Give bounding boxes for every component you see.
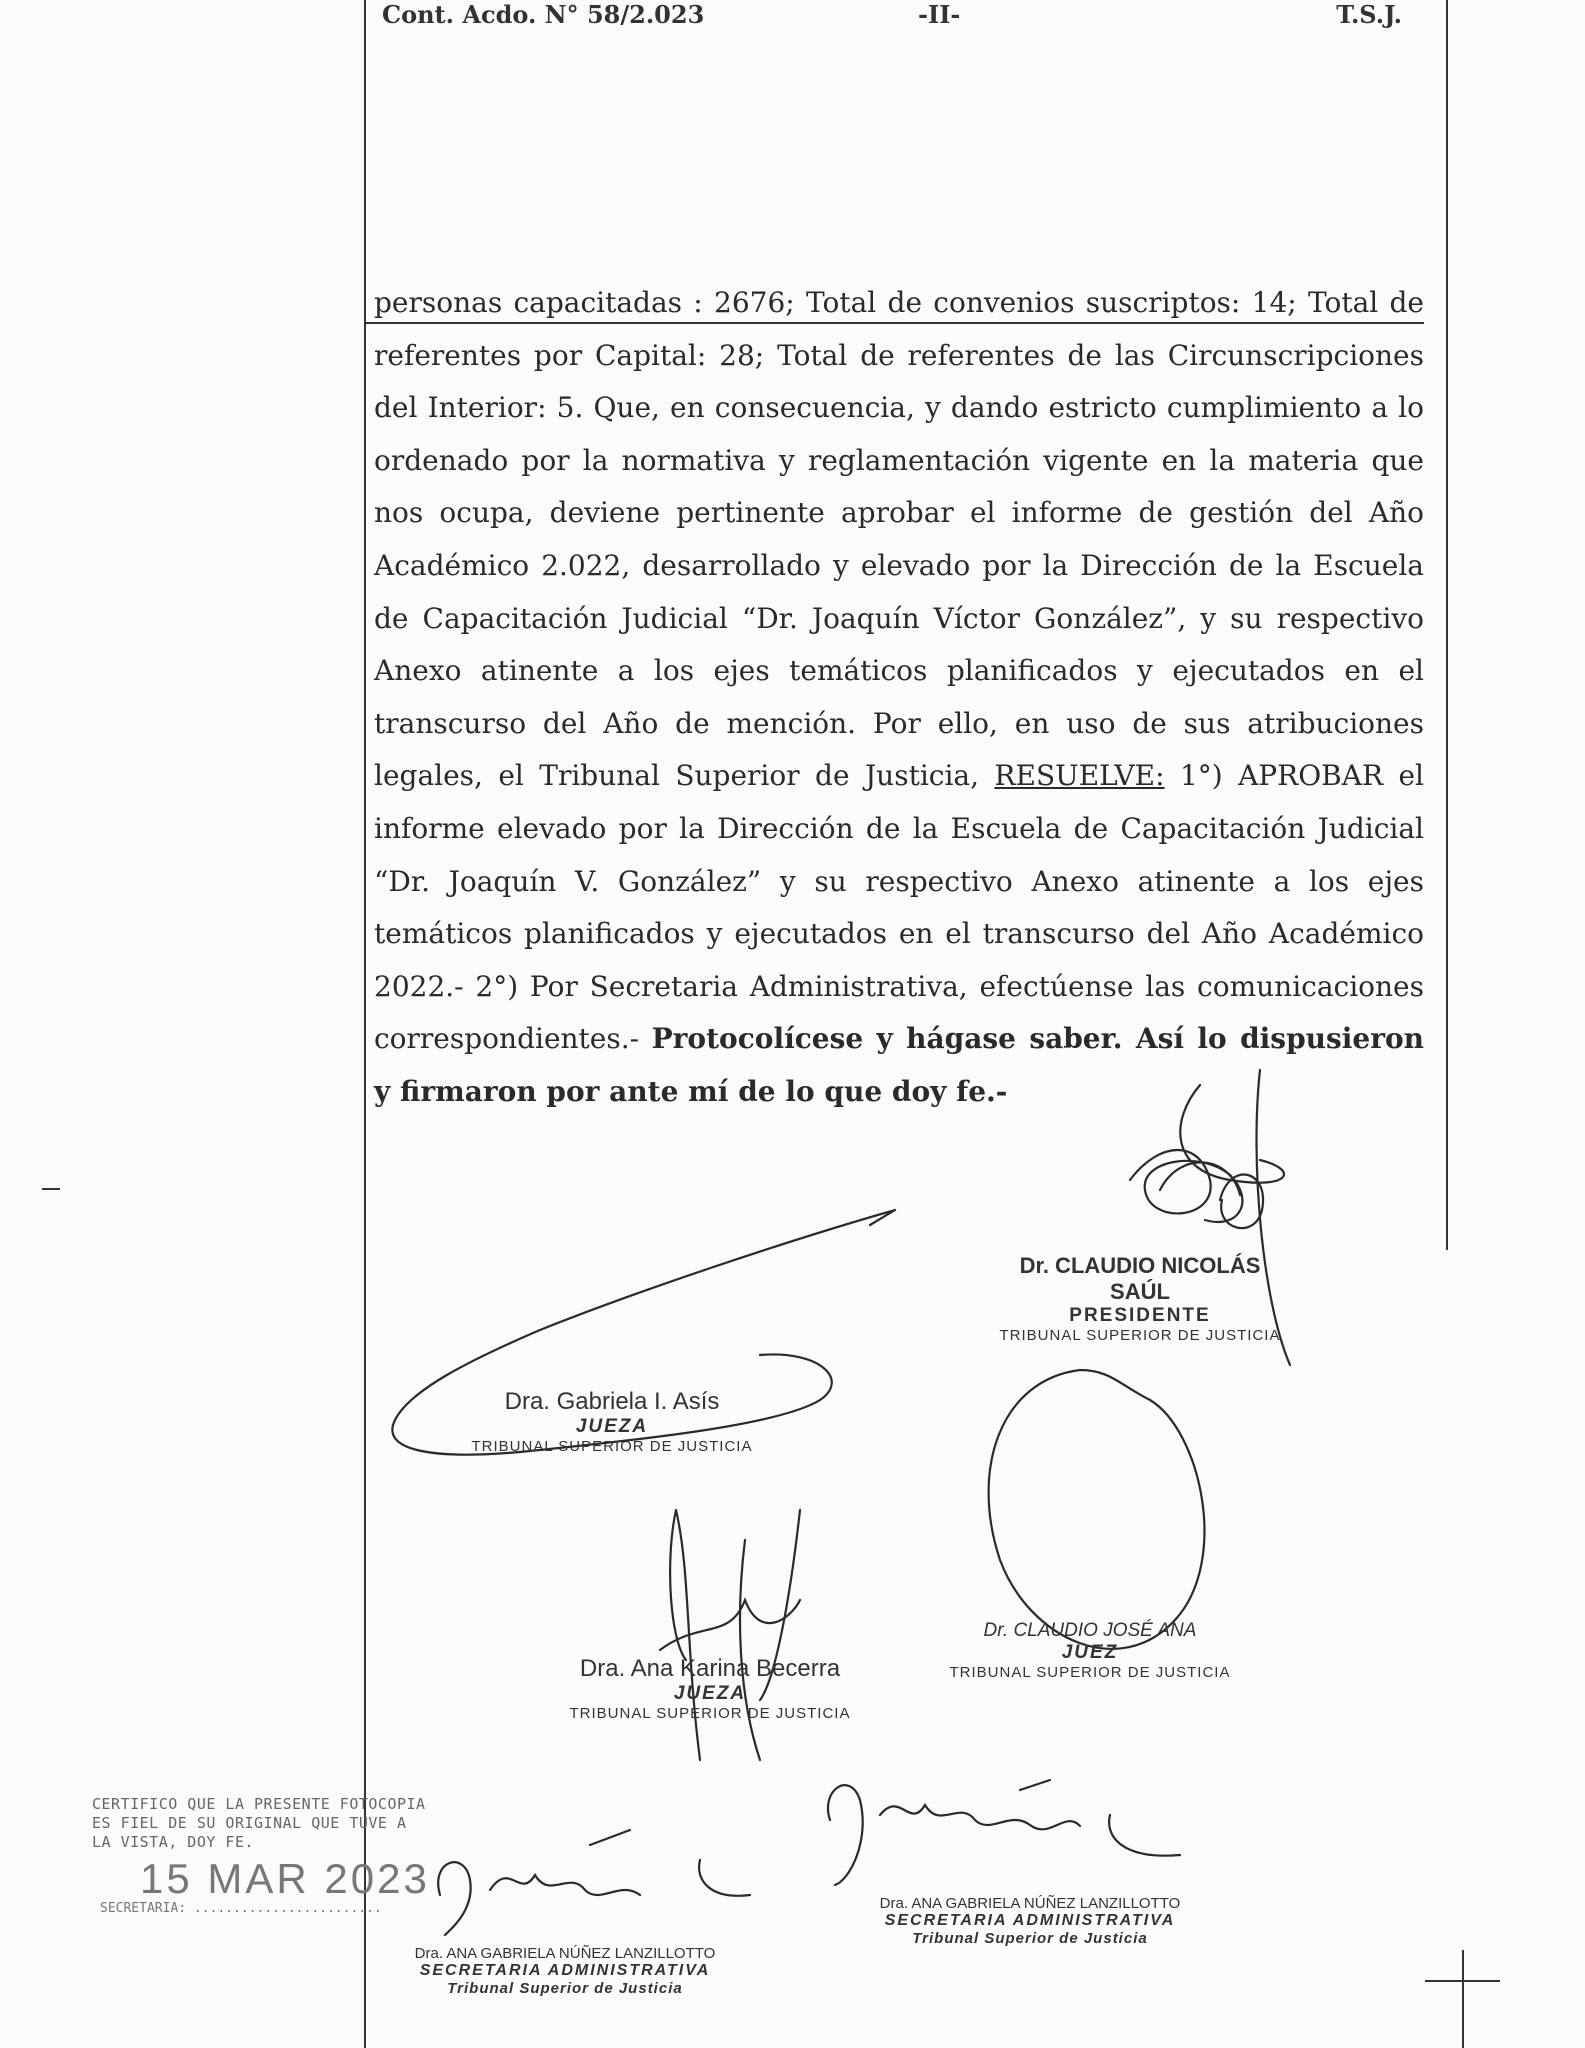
stamp-nunez-left-name: Dra. ANA GABRIELA NÚÑEZ LANZILLOTTO — [414, 1945, 716, 1962]
stamp-becerra-name: Dra. Ana Karina Becerra — [579, 1655, 841, 1682]
certification-secretaria: SECRETARIA: ........................ — [100, 1901, 382, 1916]
stamp-becerra-role: JUEZA — [673, 1683, 747, 1704]
stamp-asis-name: Dra. Gabriela I. Asís — [504, 1388, 720, 1415]
corner-mark-vertical — [1462, 1950, 1464, 2048]
stamp-nunez-left — [405, 1945, 725, 1997]
stamp-asis-role: JUEZA — [575, 1416, 649, 1437]
header-court: T.S.J. — [1336, 0, 1402, 29]
margin-tick-mark — [42, 1188, 60, 1190]
header-page-number: -II- — [918, 0, 961, 29]
stamp-saul-institution: TRIBUNAL SUPERIOR DE JUSTICIA — [999, 1327, 1281, 1344]
body-closing: Protocolícese y hágase saber. Así lo dispusieron y firmaron por ante mí de lo que doy fe.- — [374, 1022, 1425, 1108]
stamp-nunez-right-name: Dra. ANA GABRIELA NÚÑEZ LANZILLOTTO — [879, 1895, 1181, 1912]
stamp-saul — [990, 1253, 1290, 1344]
stamp-ana — [945, 1620, 1235, 1681]
signature-becerra-stroke — [660, 1510, 800, 1760]
stamp-asis-institution: TRIBUNAL SUPERIOR DE JUSTICIA — [471, 1438, 753, 1455]
stamp-nunez-right — [870, 1895, 1190, 1947]
stamp-asis — [462, 1388, 762, 1455]
stamp-ana-institution: TRIBUNAL SUPERIOR DE JUSTICIA — [949, 1664, 1231, 1681]
signature-nunez-left-stroke — [438, 1830, 750, 1935]
certification-stamp-text: CERTIFICO QUE LA PRESENTE FOTOCOPIA ES FIEL DE SU ORIGINAL QUE TUVE A LA VISTA, DOY FE. — [92, 1795, 426, 1851]
body-paragraph-1: personas capacitadas : 2676; Total de convenios suscriptos: 14; Total de referentes por Capital: 28; Total de referentes de las Circunscripciones del Interior: 5. Que, en consecuencia, y dando estricto cumplimiento a lo ordenado por la normativa y reglamentación vigente en la materia que nos ocupa, deviene pertinente aprobar el informe de gestión del Año Académico 2.022, desarrollado y elevado por la Dirección de la Escuela de Capacitación Judicial “Dr. Joaquín Víctor González”, y su respectivo Anexo atinente a los ejes temáticos planificados y ejecutados en el transcurso del Año de mención. Por ello, en uso de sus atribuciones legales, el Tribunal Superior de Justicia, — [374, 286, 1424, 793]
stamp-nunez-left-role: SECRETARIA ADMINISTRATIVA — [419, 1962, 711, 1979]
header-agreement-number: Cont. Acdo. N° 58/2.023 — [382, 0, 705, 29]
stamp-nunez-right-role: SECRETARIA ADMINISTRATIVA — [884, 1912, 1176, 1929]
body-paragraph-2: 1°) APROBAR el informe elevado por la Dirección de la Escuela de Capacitación Judicial “Dr. Joaquín V. González” y su respectivo Anexo atinente a los ejes temáticos planificados y ejecutados en el transcurso del Año Académico 2022.- 2°) Por Secretaria Administrativa, efectúense las comunicaciones correspondientes.- — [374, 759, 1424, 1056]
stamp-ana-role: JUEZ — [1061, 1642, 1119, 1663]
stamp-ana-name: Dr. CLAUDIO JOSÉ ANA — [983, 1620, 1197, 1641]
signature-ana-stroke — [989, 1370, 1205, 1649]
stamp-becerra-institution: TRIBUNAL SUPERIOR DE JUSTICIA — [569, 1705, 851, 1722]
stamp-becerra — [555, 1655, 865, 1722]
certification-date: 15 MAR 2023 — [140, 1855, 430, 1902]
signature-nunez-right-stroke — [828, 1780, 1180, 1885]
stamp-nunez-left-institution: Tribunal Superior de Justicia — [447, 1980, 683, 1997]
resuelve-heading: RESUELVE: — [994, 759, 1165, 793]
stamp-saul-role: PRESIDENTE — [1069, 1305, 1211, 1326]
stamp-saul-name: Dr. CLAUDIO NICOLÁS SAÚL — [1019, 1253, 1261, 1304]
stamp-nunez-right-institution: Tribunal Superior de Justicia — [912, 1930, 1148, 1947]
